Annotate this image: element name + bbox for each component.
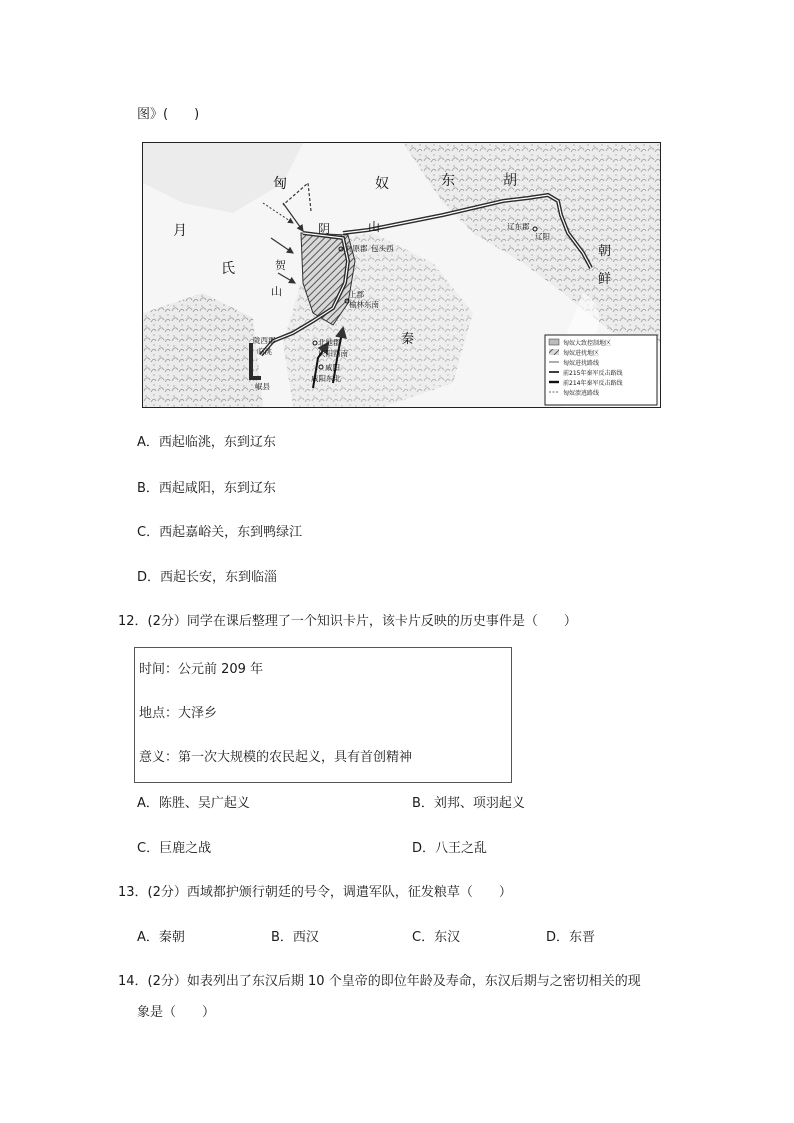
card-significance: 意义：第一次大规模的农民起义，具有首创精神 (139, 750, 413, 765)
label-shangjun: 上郡 (349, 290, 364, 299)
q12-option-b: B．刘邦、项羽起义 (412, 796, 525, 811)
label-xiongnu-1: 匈 (273, 176, 287, 192)
label-beidi: 北地郡 (318, 338, 341, 347)
q11-option-a: A．西起临洮，东到辽东 (137, 435, 276, 450)
q13-option-a: A．秦朝 (137, 930, 185, 945)
q13-option-b: B．西汉 (271, 930, 319, 945)
q11-option-d: D．西起长安，东到临淄 (137, 570, 278, 585)
legend-swatch-control (549, 339, 559, 345)
label-baotou: 包头西 (371, 244, 394, 253)
legend-item-4: 前215年秦军反击路线 (563, 370, 623, 377)
q14-stem-line1: 14．(2分）如表列出了东汉后期 10 个皇帝的即位年龄及寿命，东汉后期与之密切相关的现 (118, 974, 641, 989)
knowledge-card (134, 647, 512, 783)
label-jiuyuan: 九原郡 (345, 244, 368, 253)
q14-stem-line2: 象是（ ） (137, 1005, 216, 1020)
label-xianyang-east: 咸阳东北 (311, 374, 341, 383)
legend-item-6: 匈奴溃逃路线 (563, 390, 600, 397)
q13-option-d: D．东晋 (546, 930, 596, 945)
q12-option-a: A．陈胜、吴广起义 (137, 796, 250, 811)
card-time: 时间：公元前 209 年 (139, 662, 264, 677)
legend-item-3: 匈奴进扰路线 (563, 360, 600, 367)
label-yuezhi-1: 月 (173, 223, 187, 239)
legend-swatch-invaded (549, 349, 559, 355)
label-lintao: 临洮 (257, 347, 272, 356)
label-donghu-2: 胡 (503, 173, 517, 189)
label-chaoxian-2: 鲜 (598, 272, 612, 287)
label-qingyang: 庆阳西南 (318, 349, 348, 358)
q12-option-d: D．八王之乱 (412, 841, 488, 856)
q13-option-c: C．东汉 (412, 930, 461, 945)
legend-item-1: 匈奴大致控制地区 (563, 340, 612, 347)
label-liaodong: 辽东郡 (507, 222, 530, 231)
label-liaoyang: 辽阳 (535, 232, 550, 241)
qin-great-wall-map (142, 142, 661, 408)
label-yinshan-1: 阴 (318, 222, 331, 236)
label-min: 岷县 (255, 382, 270, 391)
label-yinshan-2: 山 (368, 220, 381, 234)
q13-stem: 13．(2分）西域都护颁行朝廷的号令，调遣军队，征发粮草（ ） (118, 885, 512, 900)
question-stem-tail: 图》( ) (137, 107, 200, 122)
map-legend (545, 335, 657, 405)
label-yulin: 榆林东南 (349, 300, 379, 309)
q11-option-b: B．西起咸阳，东到辽东 (137, 481, 276, 496)
label-yuezhi-2: 氏 (221, 261, 235, 277)
label-helan-2: 山 (271, 285, 282, 298)
legend-item-5: 前214年秦军反击路线 (563, 380, 623, 387)
label-qin: 秦 (401, 332, 415, 347)
q12-stem: 12．(2分）同学在课后整理了一个知识卡片，该卡片反映的历史事件是（ ） (118, 614, 577, 629)
legend-item-2: 匈奴进扰地区 (563, 350, 600, 357)
label-longxi: 陇西郡 (253, 336, 276, 345)
label-xianyang: 咸阳 (325, 363, 340, 372)
q12-option-c: C．巨鹿之战 (137, 841, 212, 856)
card-place: 地点：大泽乡 (139, 706, 218, 721)
label-donghu-1: 东 (441, 173, 455, 189)
q11-option-c: C．西起嘉峪关，东到鸭绿江 (137, 525, 303, 540)
label-helan-1: 贺 (275, 259, 286, 272)
label-chaoxian-1: 朝 (598, 244, 612, 259)
label-xiongnu-2: 奴 (375, 176, 389, 192)
